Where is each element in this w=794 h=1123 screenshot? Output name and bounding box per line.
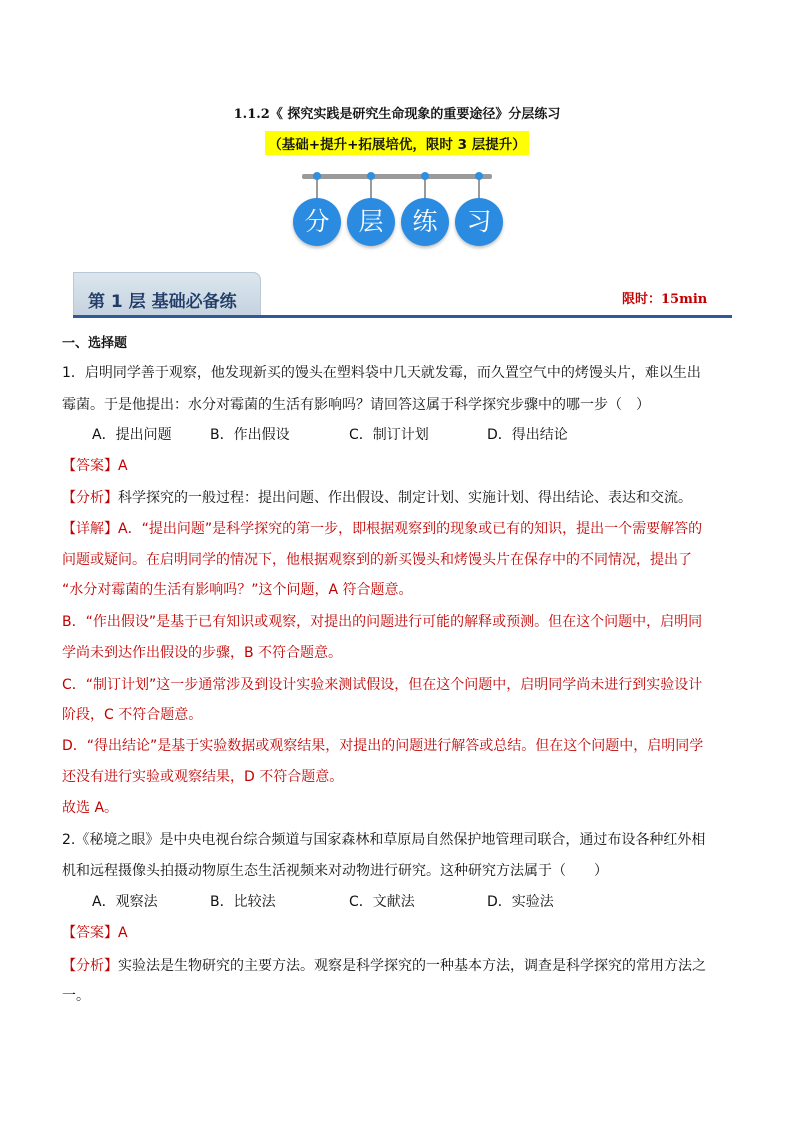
- q2-analysis-line1: [62, 956, 706, 976]
- q1-detail-line8: D．“得出结论”是基于实验数据或观察结果，对提出的问题进行解答或总结。但在这个问题中，启明同学: [62, 738, 704, 754]
- q1-detail-line10: 故选 A。: [62, 800, 119, 816]
- answer-tag: 【答案】: [62, 925, 118, 941]
- section-title: 第 1 层 基础必备练: [88, 292, 237, 312]
- q1-detail-line7: 阶段，C 不符合题意。: [62, 707, 203, 723]
- q1-detail-line2: 问题或疑问。在启明同学的情况下，他根据观察到的新买馒头和烤馒头片在保存中的不同情况，提出了: [62, 552, 692, 568]
- q1-detail-line1: [62, 519, 702, 539]
- q1-answer: [62, 456, 128, 476]
- q1-option-c: C．制订计划: [349, 427, 429, 443]
- banner-dot: [313, 172, 321, 180]
- q2-option-d: D．实验法: [487, 894, 554, 910]
- banner-char-fen: 分: [293, 198, 341, 246]
- answer-value: A: [118, 458, 128, 474]
- q1-detail-line6: C．“制订计划”这一步通常涉及到设计实验来测试假设，但在这个问题中，启明同学尚未进行到实验设计: [62, 677, 703, 693]
- analysis-tag: 【分析】: [62, 958, 118, 974]
- time-limit: 限时：15min: [622, 292, 708, 307]
- detail-tag: 【详解】: [62, 521, 118, 537]
- q2-option-c: C．文献法: [349, 894, 415, 910]
- q1-stem-line1: 1．启明同学善于观察，他发现新买的馒头在塑料袋中几天就发霉，而久置空气中的烤馒头片，难以生出: [62, 365, 701, 381]
- q1-detail-line5: 学尚未到达作出假设的步骤，B 不符合题意。: [62, 645, 343, 661]
- q2-stem-line2: 机和远程摄像头拍摄动物原生态生活视频来对动物进行研究。这种研究方法属于（ ）: [62, 863, 608, 879]
- q1-option-d: D．得出结论: [487, 427, 568, 443]
- q2-stem-line1: 2.《秘境之眼》是中央电视台综合频道与国家森林和草原局自然保护地管理司联合，通过布设各种红外相: [62, 832, 706, 848]
- banner-char-ceng: 层: [347, 198, 395, 246]
- subtitle-wrapper: [0, 131, 794, 155]
- q1-detail-line9: 还没有进行实验或观察结果，D 不符合题意。: [62, 769, 344, 785]
- q1-option-a: A．提出问题: [92, 427, 172, 443]
- document-title: 1.1.2《 探究实践是研究生命现象的重要途径》分层练习: [233, 107, 561, 122]
- q2-option-b: B．比较法: [210, 894, 276, 910]
- detail-text: A．“提出问题”是科学探究的第一步，即根据观察到的现象或已有的知识，提出一个需要解答的: [118, 521, 703, 537]
- banner-char-lian: 练: [401, 198, 449, 246]
- banner-dot: [421, 172, 429, 180]
- answer-value: A: [118, 925, 128, 941]
- section-divider: [73, 315, 732, 318]
- analysis-tag: 【分析】: [62, 490, 118, 506]
- analysis-text: 实验法是生物研究的主要方法。观察是科学探究的一种基本方法，调查是科学探究的常用方法之: [118, 958, 706, 974]
- part-heading: 一、选择题: [62, 336, 128, 351]
- analysis-text: 科学探究的一般过程：提出问题、作出假设、制定计划、实施计划、得出结论、表达和交流。: [118, 490, 692, 506]
- q1-detail-line3: “水分对霉菌的生活有影响吗？”这个问题，A 符合题意。: [62, 582, 413, 598]
- banner-bar: [302, 174, 492, 179]
- document-subtitle: （基础+提升+拓展培优，限时 3 层提升）: [265, 131, 528, 155]
- banner-dot: [475, 172, 483, 180]
- q1-stem-line2: 霉菌。于是他提出：水分对霉菌的生活有影响吗？请回答这属于科学探究步骤中的哪一步（ ）: [62, 397, 650, 413]
- banner-char-xi: 习: [455, 198, 503, 246]
- answer-tag: 【答案】: [62, 458, 118, 474]
- banner-dot: [367, 172, 375, 180]
- q2-analysis-line2: 一。: [62, 988, 90, 1004]
- q1-detail-line4: B．“作出假设”是基于已有知识或观察，对提出的问题进行可能的解释或预测。但在这个问题中，启明同: [62, 614, 703, 630]
- q1-analysis: [62, 488, 692, 508]
- q2-answer: [62, 923, 128, 943]
- q1-option-b: B．作出假设: [210, 427, 290, 443]
- q2-option-a: A．观察法: [92, 894, 158, 910]
